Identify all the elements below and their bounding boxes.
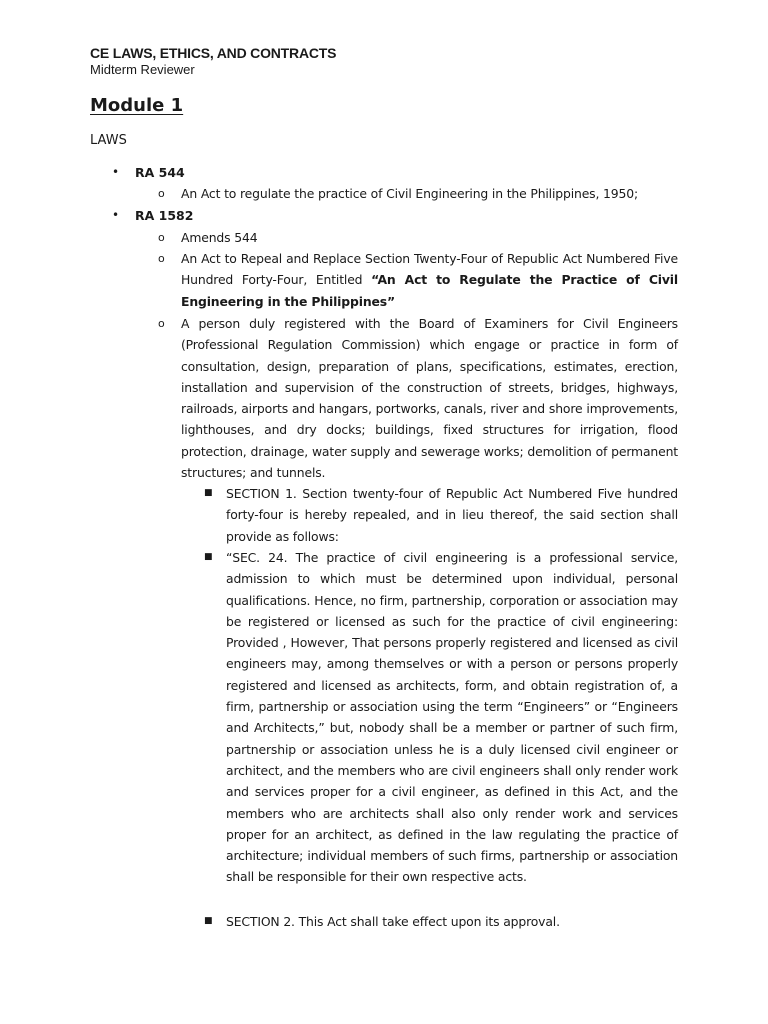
circle-bullet-icon: o xyxy=(158,231,165,244)
square-bullet-icon: ■ xyxy=(204,552,213,562)
law-detail-text: Amends 544 xyxy=(181,230,258,245)
law-title-prefix: An Act to Repeal and Replace Section Twenty-Four of Republic Act Numbered Five Hundred Forty-Four, Entitled xyxy=(181,251,678,288)
law-title-bold: “An Act to Regulate the Practice of Civil Engineering in the Philippines” xyxy=(181,272,678,309)
document-header xyxy=(90,44,336,78)
circle-bullet-icon: o xyxy=(158,187,165,200)
law-detail-text xyxy=(181,248,678,312)
document-subtitle: Midterm Reviewer xyxy=(90,62,195,77)
course-title: CE LAWS, ETHICS, AND CONTRACTS xyxy=(90,45,337,61)
law-detail-text: An Act to regulate the practice of Civil Engineering in the Philippines, 1950; xyxy=(181,186,639,201)
square-bullet-icon: ■ xyxy=(204,488,213,498)
section-text: SECTION 1. Section twenty-four of Republic Act Numbered Five hundred forty-four is hereby repealed, and in lieu thereof, the said section shall provide as follows: xyxy=(226,486,678,544)
circle-bullet-icon: o xyxy=(158,252,165,265)
section-text: SECTION 2. This Act shall take effect upon its approval. xyxy=(226,914,560,929)
module-heading: Module 1 xyxy=(90,95,184,116)
circle-bullet-icon: o xyxy=(158,317,165,330)
law-label: RA 1582 xyxy=(135,208,194,223)
bullet-icon: • xyxy=(112,208,120,222)
square-bullet-icon: ■ xyxy=(204,916,213,926)
bullet-icon: • xyxy=(112,165,120,179)
law-detail-text: A person duly registered with the Board of Examiners for Civil Engineers (Professional Regulation Commission) which engage or practice in form of consultation, design, preparation of plans, specifications, estimates, erection, installation and supervision of the construction of streets, bridges, highways, railroads, airports and hangars, portworks, canals, river and shore improvements, lighthouses, and dry docks; buildings, fixed structures for irrigation, flood protection, drainage, water supply and sewerage works; demolition of permanent structures; and tunnels. xyxy=(181,316,678,481)
law-label: RA 544 xyxy=(135,165,185,180)
section-label: LAWS xyxy=(90,133,127,148)
section-text: “SEC. 24. The practice of civil engineering is a professional service, admission to which must be determined upon individual, personal qualifications. Hence, no firm, partnership, corporation or association may be registered or licensed as such for the practice of civil engineering: Provided , However, That persons properly registered and licensed as civil engineers may, among themselves or with a person or persons properly registered and licensed as architects, form, and obtain registration of, a firm, partnership or association using the term “Engineers” or “Engineers and Architects,” but, nobody shall be a member or partner of such firm, partnership or association unless he is a duly licensed civil engineer or architect, and the members who are civil engineers shall only render work and services proper for a civil engineer, as defined in this Act, and the members who are architects shall also only render work and services proper for an architect, as defined in the law regulating the practice of architecture; individual members of such firms, partnership or association shall be responsible for their own respective acts. xyxy=(226,550,678,885)
